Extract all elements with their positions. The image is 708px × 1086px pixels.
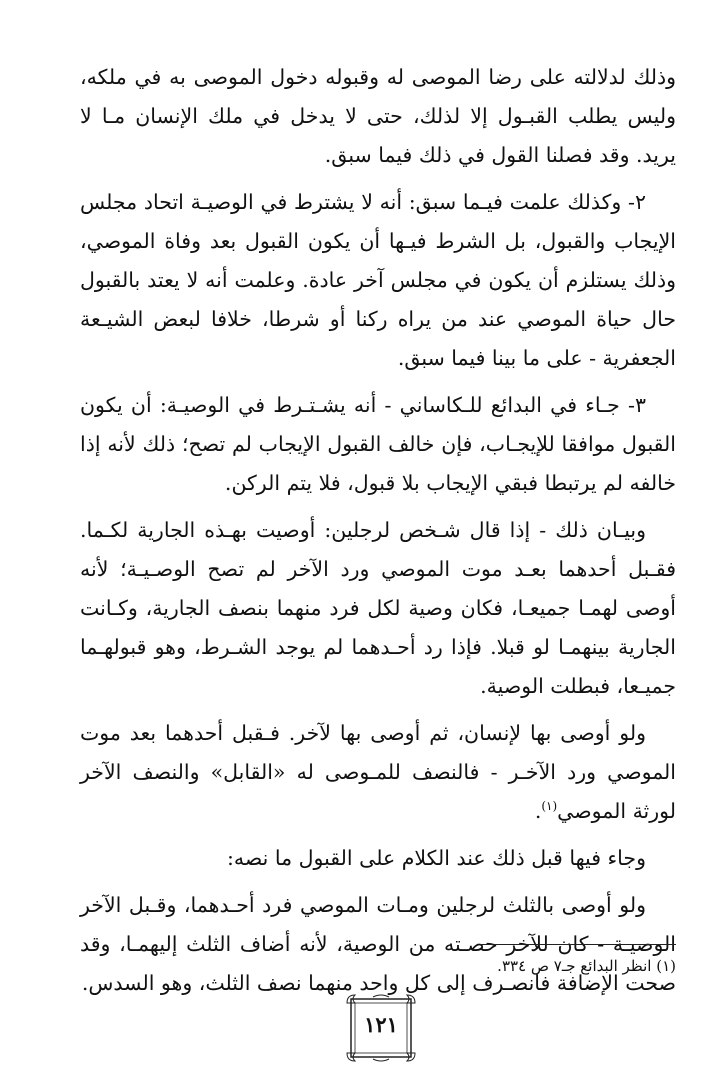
paragraph-3: ٣- جـاء في البدائع للـكاساني - أنه يشـتـرط في الوصيـة: أن يكون القبول موافقا للإيجـاب، فإن خالف القبول الإيجاب لم تصح؛ ذلك لأنه إذا خالفه لم يرتبطا فبقي الإيجاب بلا قبول، فلا يتم الركن. [80,393,676,495]
page-number-ornament [345,993,417,1063]
paragraph-4: وبيـان ذلك - إذا قال شـخص لرجلين: أوصيت بهـذه الجارية لكـما. فقـبل أحدهما بعـد موت الموصي ورد الآخر لم تصح الوصـيـة؛ لأنه أوصى لهمـا جميعـا، فكان وصية لكل فرد منهما بنصف الجارية، وكـانت الجارية بينهمـا لو قبلا. فإذا رد أحـدهما لم يوجد الشـرط، وهو قبولهـما جميـعا، فبطلت الوصية. [80,518,676,698]
footnote: (١) انظر البدائع جـ٧ ص ٣٣٤. [497,957,676,975]
paragraph-2: ٢- وكذلك علمت فيـما سبق: أنه لا يشترط في الوصيـة اتحاد مجلس الإيجاب والقبول، بل الشرط فيـها أن يكون القبول بعد وفاة الموصي، وذلك يستلزم أن يكون في مجلس آخر عادة. وعلمت أنه لا يعتد بالقبول حال حياة الموصي عند من يراه ركنا أو شرطا، خلافا لبعض الشيـعة الجعفرية - على ما بينا فيما سبق. [80,190,676,370]
footnote-divider [480,944,676,945]
page-body [80,58,676,1011]
paragraph-5-text: ولو أوصى بها لإنسان، ثم أوصى بها لآخر. فـقبل أحدهما بعد موت الموصي ورد الآخـر - فالنصف للمـوصى له «القابل» والنصف الآخر لورثة الموصي [80,721,676,823]
paragraph-5: ولو أوصى بها لإنسان، ثم أوصى بها لآخر. فـقبل أحدهما بعد موت الموصي ورد الآخـر - فالنصف للمـوصى له «القابل» والنصف الآخر لورثة الموصي$^{(١)}$. [80,721,676,823]
paragraph-6: وجاء فيها قبل ذلك عند الكلام على القبول ما نصه: [226,846,646,870]
footnote-marker: (١) [541,799,558,814]
paragraph-7: ولو أوصى بالثلث لرجلين ومـات الموصي فرد أحـدهما، وقـبل الآخر الوصيـة - كان للآخر حصـته من الوصية، لأنه أضاف الثلث إليهمـا، وقد صحت الإضافة فانصـرف إلى كل واحد منهما نصف الثلث، وهو السدس. [80,893,676,995]
page-number: ١٢١ [364,1012,398,1037]
paragraph-1: وذلك لدلالته على رضا الموصى له وقبوله دخول الموصى به في ملكه، وليس يطلب القبـول إلا لذلك، حتى لا يدخل في ملك الإنسان مـا لا يريد. وقد فصلنا القول في ذلك فيما سبق. [80,65,676,167]
